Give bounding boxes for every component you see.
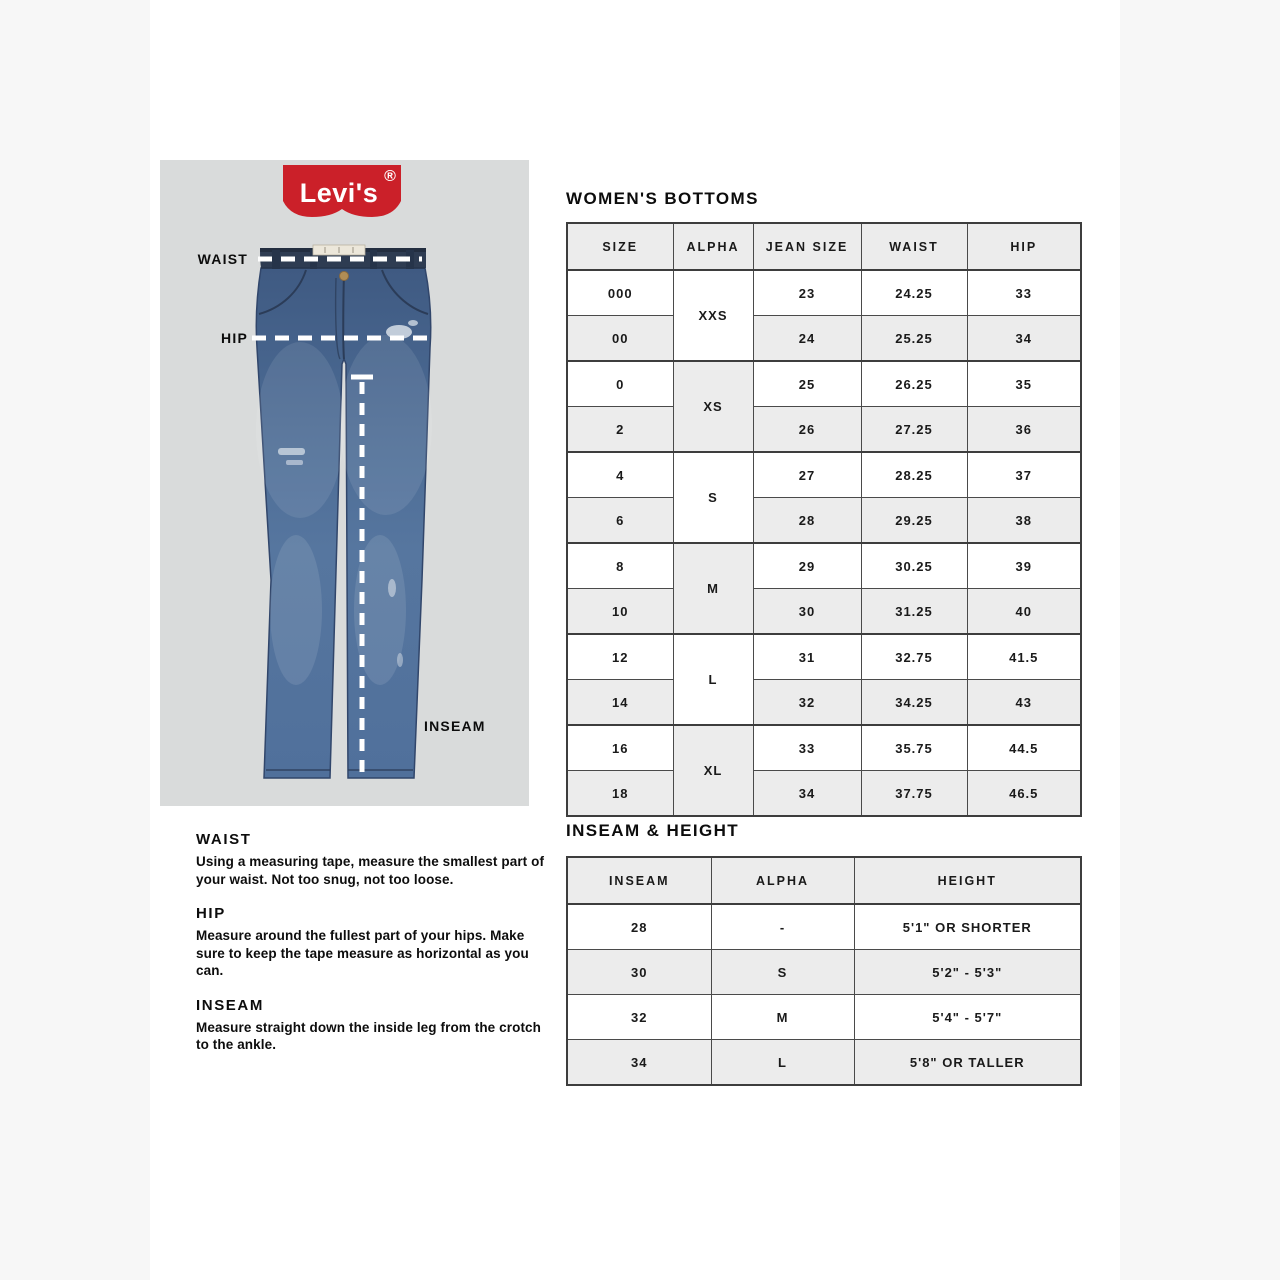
hip-cell: 39 [967, 543, 1081, 589]
jean-size-cell: 34 [753, 771, 861, 817]
hip-cell: 38 [967, 498, 1081, 544]
size-row [567, 498, 1081, 544]
alpha-cell: S [711, 950, 854, 995]
alpha-cell: L [711, 1040, 854, 1086]
logo-wordmark: Levi's [299, 178, 379, 208]
size-cell: 18 [567, 771, 673, 817]
waist-cell: 26.25 [861, 361, 967, 407]
inseam-row [567, 1040, 1081, 1086]
alpha-cell: S [673, 452, 753, 543]
hip-cell: 36 [967, 407, 1081, 453]
jean-size-cell: 26 [753, 407, 861, 453]
hip-cell: 40 [967, 589, 1081, 635]
womens-bottoms-title: WOMEN'S BOTTOMS [566, 189, 759, 208]
jean-size-cell: 27 [753, 452, 861, 498]
column-header: HEIGHT [854, 857, 1081, 904]
size-row [567, 771, 1081, 817]
size-row [567, 316, 1081, 362]
jean-size-cell: 28 [753, 498, 861, 544]
alpha-cell: M [673, 543, 753, 634]
hip-cell: 33 [967, 270, 1081, 316]
definition-description: Measure around the fullest part of your hips. Make sure to keep the tape measure as horizontal as you can. [196, 928, 529, 978]
size-row [567, 407, 1081, 453]
waist-cell: 32.75 [861, 634, 967, 680]
measurement-definitions [196, 831, 552, 1071]
height-cell: 5'8" OR TALLER [854, 1040, 1081, 1086]
inseam-row [567, 904, 1081, 950]
alpha-cell: XS [673, 361, 753, 452]
size-cell: 00 [567, 316, 673, 362]
waist-cell: 29.25 [861, 498, 967, 544]
size-row [567, 725, 1081, 771]
inseam-cell: 34 [567, 1040, 711, 1086]
jean-size-cell: 25 [753, 361, 861, 407]
height-cell: 5'2" - 5'3" [854, 950, 1081, 995]
inseam-cell: 28 [567, 904, 711, 950]
hip-cell: 35 [967, 361, 1081, 407]
size-row [567, 543, 1081, 589]
size-row [567, 634, 1081, 680]
jean-size-cell: 24 [753, 316, 861, 362]
hip-cell: 43 [967, 680, 1081, 726]
definition-description: Measure straight down the inside leg from the crotch to the ankle. [196, 1019, 542, 1052]
jean-size-cell: 33 [753, 725, 861, 771]
jean-size-cell: 29 [753, 543, 861, 589]
size-cell: 12 [567, 634, 673, 680]
column-header: ALPHA [711, 857, 854, 904]
height-cell: 5'4" - 5'7" [854, 995, 1081, 1040]
waist-cell: 35.75 [861, 725, 967, 771]
jeans-diagram-panel [160, 160, 529, 806]
waist-cell: 30.25 [861, 543, 967, 589]
hip-cell: 44.5 [967, 725, 1081, 771]
size-cell: 000 [567, 270, 673, 316]
inseam-row [567, 995, 1081, 1040]
size-row [567, 361, 1081, 407]
size-cell: 14 [567, 680, 673, 726]
inseam-height-title: INSEAM & HEIGHT [566, 821, 740, 840]
definition-term: WAIST [196, 831, 252, 848]
womens-bottoms-table [566, 222, 1082, 817]
jean-size-cell: 23 [753, 270, 861, 316]
hip-label: HIP [221, 330, 248, 346]
size-row [567, 589, 1081, 635]
jean-size-cell: 32 [753, 680, 861, 726]
jeans-button [340, 272, 349, 281]
size-cell: 0 [567, 361, 673, 407]
jean-size-cell: 31 [753, 634, 861, 680]
size-cell: 2 [567, 407, 673, 453]
alpha-cell: M [711, 995, 854, 1040]
waist-cell: 31.25 [861, 589, 967, 635]
waist-cell: 25.25 [861, 316, 967, 362]
registered-mark: ® [384, 168, 396, 185]
inseam-label: INSEAM [424, 718, 486, 734]
size-cell: 16 [567, 725, 673, 771]
column-header: WAIST [861, 223, 967, 270]
waist-cell: 28.25 [861, 452, 967, 498]
waist-label: WAIST [197, 251, 248, 267]
definition-term: HIP [196, 905, 226, 922]
inseam-row [567, 950, 1081, 995]
size-cell: 10 [567, 589, 673, 635]
inseam-height-table [566, 856, 1082, 1086]
column-header: INSEAM [567, 857, 711, 904]
column-header: SIZE [567, 223, 673, 270]
column-header: JEAN SIZE [753, 223, 861, 270]
fly-seam [343, 272, 344, 359]
waist-cell: 34.25 [861, 680, 967, 726]
jean-size-cell: 30 [753, 589, 861, 635]
hip-cell: 37 [967, 452, 1081, 498]
definition-description: Using a measuring tape, measure the smallest part of your waist. Not too snug, not too loose. [196, 854, 545, 887]
waist-cell: 37.75 [861, 771, 967, 817]
column-header: HIP [967, 223, 1081, 270]
column-header: ALPHA [673, 223, 753, 270]
size-row [567, 680, 1081, 726]
distress-patch [278, 448, 305, 455]
size-cell: 4 [567, 452, 673, 498]
table-header-row [567, 223, 1081, 270]
inseam-cell: 32 [567, 995, 711, 1040]
alpha-cell: - [711, 904, 854, 950]
alpha-cell: L [673, 634, 753, 725]
waist-cell: 24.25 [861, 270, 967, 316]
size-cell: 8 [567, 543, 673, 589]
hip-cell: 46.5 [967, 771, 1081, 817]
alpha-cell: XXS [673, 270, 753, 361]
waist-cell: 27.25 [861, 407, 967, 453]
inseam-cell: 30 [567, 950, 711, 995]
table-header-row [567, 857, 1081, 904]
size-cell: 6 [567, 498, 673, 544]
size-row [567, 270, 1081, 316]
height-cell: 5'1" OR SHORTER [854, 904, 1081, 950]
alpha-cell: XL [673, 725, 753, 816]
hip-cell: 41.5 [967, 634, 1081, 680]
hip-cell: 34 [967, 316, 1081, 362]
definition-term: INSEAM [196, 996, 264, 1014]
size-row [567, 452, 1081, 498]
